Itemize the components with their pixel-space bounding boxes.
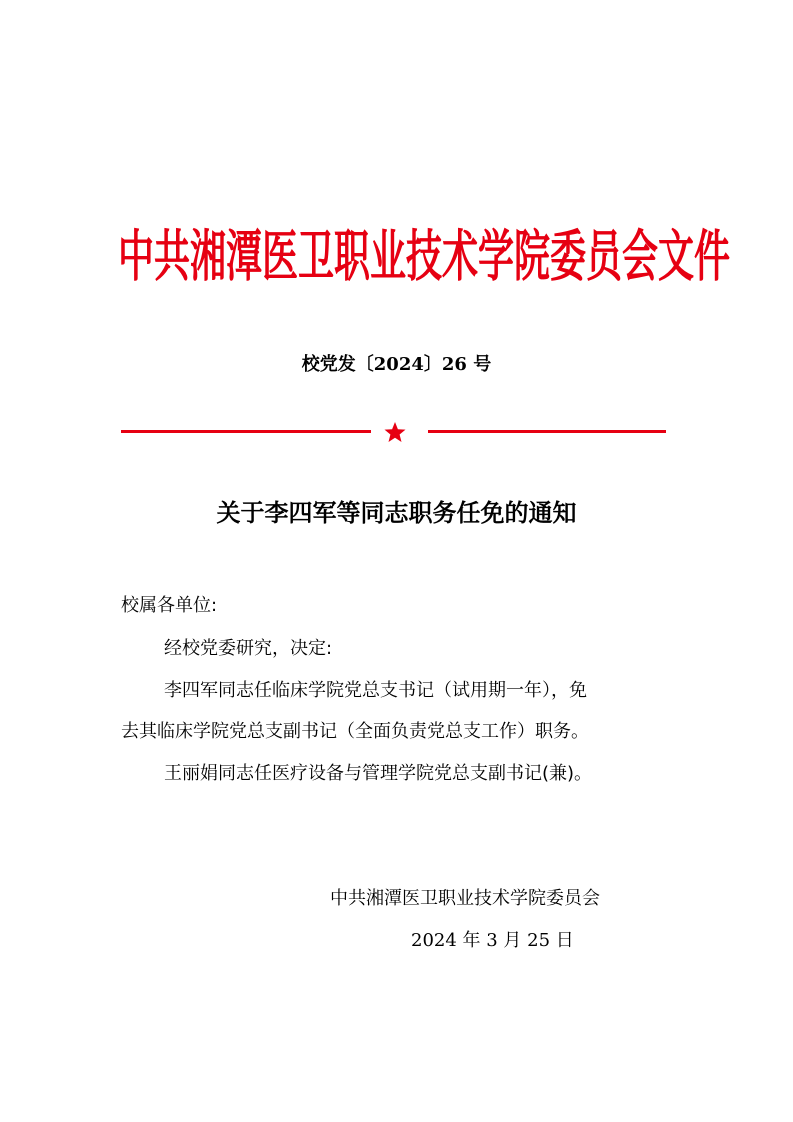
item2-paragraph: 王丽娟同志任医疗设备与管理学院党总支副书记(兼)。: [164, 763, 593, 784]
star-icon: [383, 420, 407, 444]
document-number: 校党发〔2024〕26 号: [301, 354, 492, 375]
signature-date: 2024 年 3 月 25 日: [411, 930, 574, 951]
document-header-title: 中共湘潭医卫职业技术学院委员会文件: [118, 224, 731, 290]
intro-paragraph: 经校党委研究，决定:: [164, 638, 333, 659]
divider-line-left: [121, 430, 371, 433]
signature-organization: 中共湘潭医卫职业技术学院委员会: [330, 888, 600, 909]
divider-line-right: [428, 430, 666, 433]
header-divider: [121, 420, 666, 444]
salutation: 校属各单位:: [121, 595, 218, 616]
item1-line2: 去其临床学院党总支副书记（全面负责党总支工作）职务。: [121, 721, 589, 742]
notice-title: 关于李四军等同志职务任免的通知: [216, 498, 577, 527]
item1-line1: 李四军同志任临床学院党总支书记（试用期一年），免: [164, 680, 587, 701]
